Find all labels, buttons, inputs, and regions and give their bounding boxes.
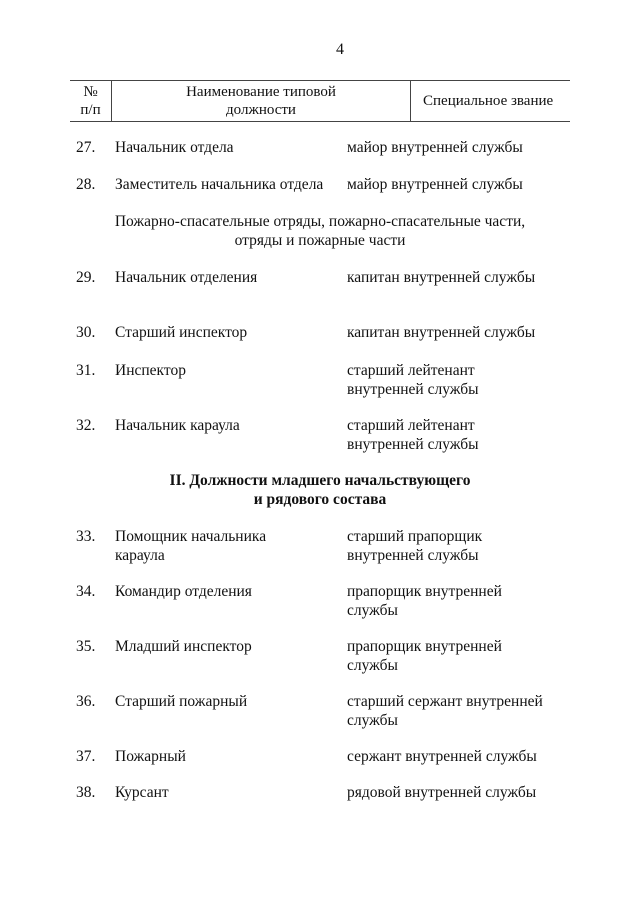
header-name-line2: должности bbox=[226, 102, 296, 118]
position-name: Пожарный bbox=[115, 748, 186, 765]
special-rank-line2: внутренней службы bbox=[347, 547, 479, 564]
position-name: Начальник отдела bbox=[115, 139, 234, 156]
position-name: Начальник караула bbox=[115, 417, 240, 434]
row-number: 32. bbox=[76, 417, 96, 434]
special-rank-line2: внутренней службы bbox=[347, 381, 479, 398]
header-rank-column: Специальное звание bbox=[423, 93, 554, 109]
special-rank-line1: старший прапорщик bbox=[347, 528, 483, 545]
special-rank: сержант внутренней службы bbox=[347, 748, 537, 765]
row-number: 30. bbox=[76, 324, 96, 341]
page-number: 4 bbox=[336, 41, 344, 58]
position-name: Старший пожарный bbox=[115, 693, 248, 710]
section-heading-line2: и рядового состава bbox=[253, 491, 387, 508]
row-number: 28. bbox=[76, 176, 96, 193]
special-rank-line2: службы bbox=[347, 712, 398, 729]
special-rank bbox=[347, 416, 587, 454]
special-rank bbox=[347, 527, 587, 565]
row-number: 29. bbox=[76, 269, 96, 286]
position-name: Младший инспектор bbox=[115, 638, 252, 655]
position-name: Курсант bbox=[115, 784, 169, 801]
header-num-line1: № bbox=[83, 84, 98, 100]
special-rank-line1: старший лейтенант bbox=[347, 417, 475, 434]
position-name: Заместитель начальника отдела bbox=[115, 176, 324, 193]
row-number: 27. bbox=[76, 139, 96, 156]
row-number: 31. bbox=[76, 362, 96, 379]
position-name: Инспектор bbox=[115, 362, 186, 379]
header-name-column bbox=[111, 81, 411, 121]
subsection-heading bbox=[0, 212, 640, 250]
row-number: 37. bbox=[76, 748, 96, 765]
section-heading-line1: II. Должности младшего начальствующего bbox=[169, 472, 471, 489]
section-heading bbox=[0, 471, 640, 509]
special-rank-line1: старший сержант внутренней bbox=[347, 693, 543, 710]
row-number: 35. bbox=[76, 638, 96, 655]
special-rank-line1: прапорщик внутренней bbox=[347, 583, 502, 600]
subsection-heading-line2: отряды и пожарные части bbox=[234, 232, 406, 249]
special-rank bbox=[347, 361, 587, 399]
header-number-column bbox=[70, 81, 111, 121]
special-rank-line1: старший лейтенант bbox=[347, 362, 475, 379]
special-rank-line2: службы bbox=[347, 657, 398, 674]
header-num-line2: п/п bbox=[80, 102, 101, 118]
position-name-line2: караула bbox=[115, 547, 165, 564]
table-header bbox=[70, 80, 570, 122]
special-rank: капитан внутренней службы bbox=[347, 324, 536, 341]
position-name: Начальник отделения bbox=[115, 269, 258, 286]
position-name-line1: Помощник начальника bbox=[115, 528, 267, 545]
special-rank-line1: прапорщик внутренней bbox=[347, 638, 502, 655]
row-number: 36. bbox=[76, 693, 96, 710]
special-rank: капитан внутренней службы bbox=[347, 269, 536, 286]
position-name: Старший инспектор bbox=[115, 324, 248, 341]
special-rank: майор внутренней службы bbox=[347, 176, 523, 193]
special-rank-line2: внутренней службы bbox=[347, 436, 479, 453]
row-number: 34. bbox=[76, 583, 96, 600]
subsection-heading-line1: Пожарно-спасательные отряды, пожарно-спасательные части, bbox=[114, 213, 526, 230]
header-name-line1: Наименование типовой bbox=[186, 84, 336, 100]
position-name bbox=[115, 527, 340, 565]
row-number: 38. bbox=[76, 784, 96, 801]
special-rank bbox=[347, 582, 587, 620]
position-name: Командир отделения bbox=[115, 583, 252, 600]
row-number: 33. bbox=[76, 528, 96, 545]
special-rank bbox=[347, 637, 587, 675]
special-rank: майор внутренней службы bbox=[347, 139, 523, 156]
special-rank bbox=[347, 692, 587, 730]
special-rank-line2: службы bbox=[347, 602, 398, 619]
special-rank: рядовой внутренней службы bbox=[347, 784, 537, 801]
